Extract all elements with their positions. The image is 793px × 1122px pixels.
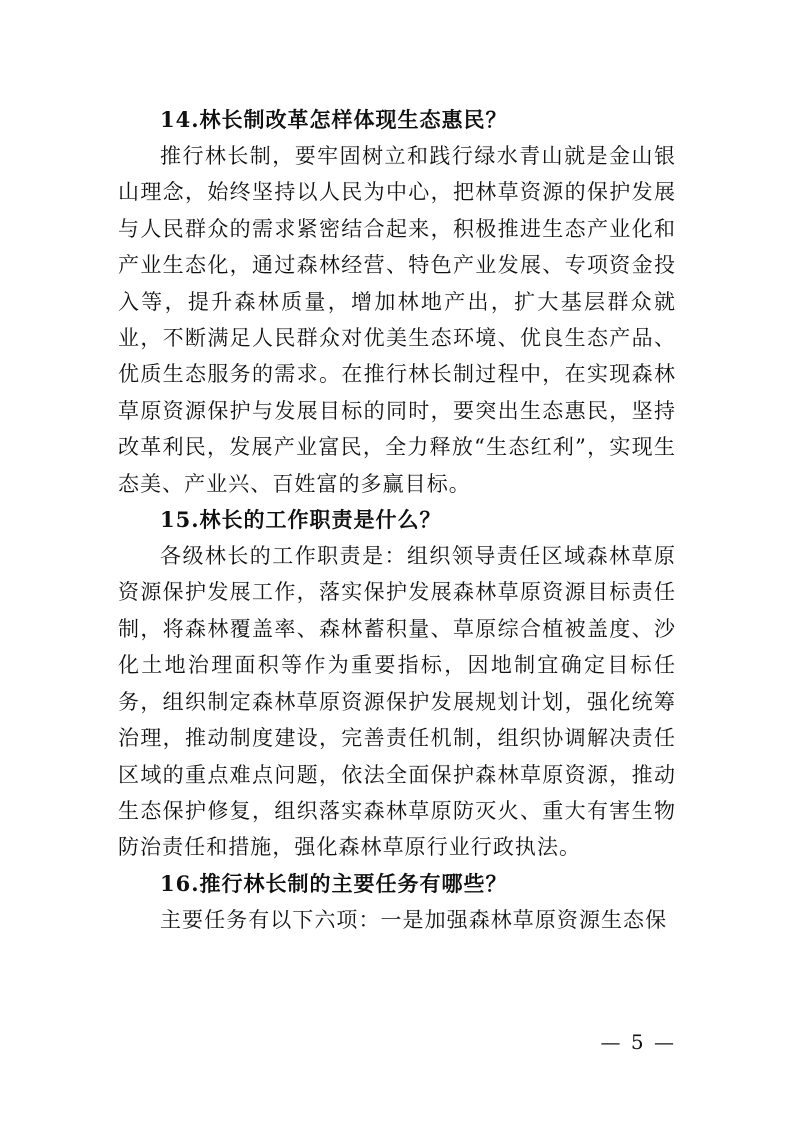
section-paragraph-15: 各级林长的工作职责是：组织领导责任区域森林草原资源保护发展工作，落实保护发展森林草原资源目标责任制，将森林覆盖率、森林蓄积量、草原综合植被盖度、沙化土地治理面积等作为重要指标，因地制宜确定目标任务，组织制定森林草原资源保护发展规划计划，强化统筹治理，推动制度建设，完善责任机制，组织协调解决责任区域的重点难点问题，依法全面保护森林草原资源，推动生态保护修复，组织落实森林草原防灭火、重大有害生物防治责任和措施，强化森林草原行业行政执法。 xyxy=(118,544,676,860)
section-heading-15: 15.林长的工作职责是什么？ xyxy=(160,507,442,533)
document-body xyxy=(118,102,676,938)
page-number: — 5 — xyxy=(600,1030,676,1054)
section-paragraph-16: 主要任务有以下六项：一是加强森林草原资源生态保 xyxy=(160,907,668,932)
section-heading-14: 14.林长制改革怎样体现生态惠民？ xyxy=(160,107,508,132)
section-heading-16: 16.推行林长制的主要任务有哪些？ xyxy=(160,870,508,896)
section-paragraph-14: 推行林长制，要牢固树立和践行绿水青山就是金山银山理念，始终坚持以人民为中心，把林草资源的保护发展与人民群众的需求紧密结合起来，积极推进生态产业化和产业生态化，通过森林经营、特色产业发展、专项资金投入等，提升森林质量，增加林地产出，扩大基层群众就业，不断满足人民群众对优美生态环境、优良生态产品、优质生态服务的需求。在推行林长制过程中，在实现森林草原资源保护与发展目标的同时，要突出生态惠民，坚持改革利民，发展产业富民，全力释放“生态红利”，实现生态美、产业兴、百姓富的多赢目标。 xyxy=(118,144,676,496)
